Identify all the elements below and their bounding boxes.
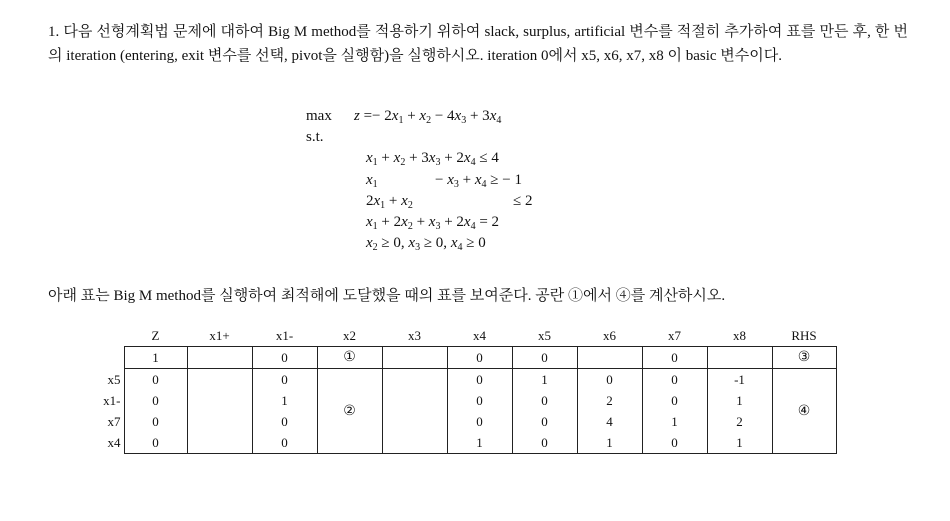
objective-max-label: max [306, 108, 332, 124]
constraint-2-lhs-x1: $x_1$ [366, 172, 378, 190]
tableau-row [62, 369, 836, 391]
subject-to-label: s.t. [306, 129, 324, 145]
cell: 0 [124, 369, 187, 391]
cell: 1 [707, 390, 772, 411]
row-label-x4: x4 [62, 432, 124, 454]
cell: 0 [512, 411, 577, 432]
cell: 0 [124, 390, 187, 411]
cell-zrow-x1plus [187, 347, 252, 369]
header-z: Z [151, 327, 160, 343]
cell: 2 [707, 411, 772, 432]
blank-3-cell: ③ [772, 347, 836, 369]
cell-zrow-x4: 0 [447, 347, 512, 369]
tableau-z-row [62, 347, 836, 369]
cell: 2 [577, 390, 642, 411]
cell-empty [382, 411, 447, 432]
cell: -1 [707, 369, 772, 391]
tableau-row [62, 411, 836, 432]
cell: 0 [642, 369, 707, 391]
cell: 0 [252, 432, 317, 454]
row-label-x1minus: x1- [62, 390, 124, 411]
header-blank [62, 324, 124, 347]
constraint-4: $x_1 + 2x_2 + x_3 + 2x_4 = 2$ [366, 214, 500, 232]
blank-2-cell: ② [317, 369, 382, 454]
simplex-tableau [62, 324, 837, 454]
row-label-x5: x5 [62, 369, 124, 391]
constraint-3-rhs: ≤ 2 [513, 193, 533, 209]
cell-zrow-x3 [382, 347, 447, 369]
constraint-1: $x_1 + x_2 + 3x_3 + 2x_4 \le 4$ [366, 150, 499, 168]
cell: 0 [642, 390, 707, 411]
cell: 0 [124, 432, 187, 454]
cell: 0 [124, 411, 187, 432]
cell-zrow-x8 [707, 347, 772, 369]
header-rhs: RHS [791, 327, 817, 343]
z-row-label [62, 347, 124, 369]
cell: 0 [252, 369, 317, 391]
tableau-row [62, 390, 836, 411]
cell: 0 [447, 390, 512, 411]
cell-zrow-x5: 0 [512, 347, 577, 369]
cell: 4 [577, 411, 642, 432]
header-x2: x2 [343, 327, 356, 343]
cell-zrow-z: 1 [124, 347, 187, 369]
header-x5: x5 [538, 327, 551, 343]
cell: 0 [642, 432, 707, 454]
row-label-x7: x7 [62, 411, 124, 432]
cell: 1 [252, 390, 317, 411]
constraint-2-rest: − $x_3 + x_4$ ≥ − 1 [435, 172, 522, 190]
cell: 0 [447, 411, 512, 432]
header-x8: x8 [733, 327, 746, 343]
header-x4: x4 [473, 327, 486, 343]
cell: 0 [447, 369, 512, 391]
cell: 1 [707, 432, 772, 454]
cell-empty [382, 369, 447, 391]
objective-function: $z =- 2x_1 + x_2 - 4x_3 + 3x_4$ [354, 108, 502, 126]
cell: 0 [252, 411, 317, 432]
cell-empty [382, 432, 447, 454]
question-intro: 1. 다음 선형계획법 문제에 대하여 Big M method를 적용하기 위하여 slack, surplus, artificial 변수를 적절히 추가하여 표를 만든 후, 한 번의 iteration (entering, exit 변수를 선택, pivot을 실행함)을 실행하시오. iteration 0에서 x5, x6, x7, x8 이 basic 변수이다. [48, 24, 908, 64]
header-x3: x3 [408, 327, 421, 343]
cell-empty [382, 390, 447, 411]
cell-zrow-x7: 0 [642, 347, 707, 369]
tableau-row [62, 432, 836, 454]
cell: 1 [512, 369, 577, 391]
cell-empty [187, 369, 252, 391]
cell-empty [187, 411, 252, 432]
header-x6: x6 [603, 327, 616, 343]
blank-1-cell: ① [317, 347, 382, 369]
cell: 0 [512, 432, 577, 454]
question-sub: 아래 표는 Big M method를 실행하여 최적해에 도달했을 때의 표를 보여준다. 공란 ①에서 ④를 계산하시오. [48, 288, 726, 304]
cell: 0 [512, 390, 577, 411]
nonnegativity-constraint: $x_2 \ge 0$, $x_3 \ge 0$, $x_4 \ge 0$ [366, 235, 486, 253]
cell-zrow-x6 [577, 347, 642, 369]
header-x1minus: x1- [275, 327, 294, 343]
constraint-3-lhs: $2x_1 + x_2$ [366, 193, 413, 211]
cell: 1 [447, 432, 512, 454]
cell-zrow-x1minus: 0 [252, 347, 317, 369]
header-x1plus: x1+ [209, 327, 230, 343]
header-x7: x7 [668, 327, 681, 343]
cell-empty [187, 390, 252, 411]
cell: 1 [642, 411, 707, 432]
cell: 1 [577, 432, 642, 454]
cell-empty [187, 432, 252, 454]
cell: 0 [577, 369, 642, 391]
blank-4-cell: ④ [772, 369, 836, 454]
tableau-header-row [62, 324, 836, 347]
